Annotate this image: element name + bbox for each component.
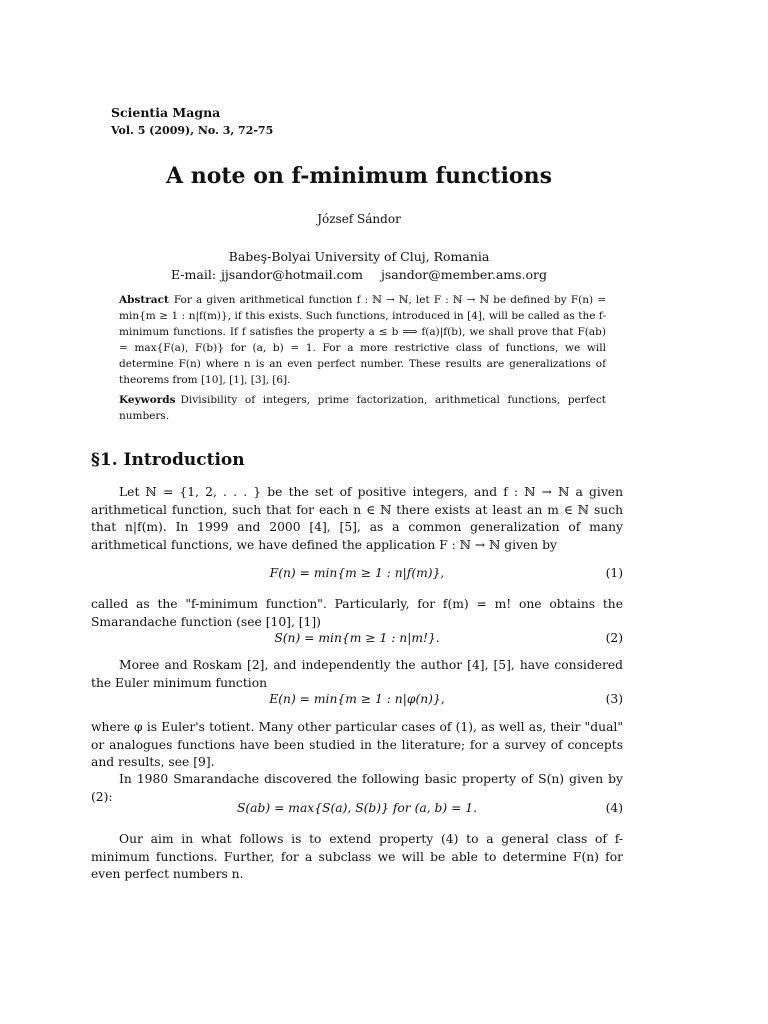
intro-paragraph-6: Our aim in what follows is to extend property (4) to a general class of f-minimum functions. Further, for a subclass we will be able to determine F(n) for even perfect numbers n. (91, 832, 623, 881)
intro-paragraph-5: In 1980 Smarandache discovered the following basic property of S(n) given by (2): (91, 772, 623, 804)
author-email (0, 267, 718, 282)
keywords (119, 392, 606, 424)
equation-1 (91, 566, 623, 584)
paper-title: A note on f-minimum functions (166, 163, 552, 189)
equation-3-number: (3) (605, 692, 623, 706)
email-label: E-mail: (170, 267, 217, 282)
equation-4-number: (4) (605, 801, 623, 815)
equation-1-number: (1) (605, 566, 623, 580)
equation-2-formula: S(n) = min{m ≥ 1 : n|m!}. (274, 631, 440, 645)
abstract-text: For a given arithmetical function f : ℕ → ℕ, let F : ℕ → ℕ be defined by F(n) = min{m ≥ 1 : n|f(m)}, if this exists. Such functions, introduced in [4], will be called as the f-minimum functions. If f satisfies the property a ≤ b ⟹ f(a)|f(b), we shall prove that F(ab) = max{F(a), F(b)} for (a, b) = 1. For a more restrictive class of functions, we will determine F(n) where n is an even perfect number. These results are generalizations of theorems from [10], [1], [3], [6]. (119, 294, 606, 386)
email-first[interactable]: jjsandor@hotmail.com (221, 267, 363, 282)
intro-paragraph-1: Let ℕ = {1, 2, . . . } be the set of positive integers, and f : ℕ → ℕ a given arithmetical function, such that for each n ∈ ℕ there exists at least an m ∈ ℕ such that n|f(m). In 1999 and 2000 [4], [5], as a common generalization of many arithmetical functions, we have defined the application F : ℕ → ℕ given by (91, 485, 623, 552)
keywords-text: Divisibility of integers, prime factorization, arithmetical functions, perfect numbers. (119, 394, 606, 422)
abstract-label: Abstract (119, 294, 169, 306)
keywords-label: Keywords (119, 394, 176, 406)
intro-paragraph-4: where φ is Euler's totient. Many other particular cases of (1), as well as, their "dual" or analogues functions have been studied in the literature; for a survey of concepts and results, see [9]. (91, 720, 623, 769)
journal-name: Scientia Magna (111, 105, 221, 120)
intro-paragraph-2: called as the "f-minimum function". Particularly, for f(m) = m! one obtains the Smarandache function (see [10], [1]) (91, 597, 623, 629)
author-affiliation: Babeş-Bolyai University of Cluj, Romania (228, 249, 490, 264)
equation-3-formula: E(n) = min{m ≥ 1 : n|φ(n)}, (269, 692, 445, 706)
section-heading: §1. Introduction (91, 450, 245, 470)
equation-2 (91, 631, 623, 649)
intro-paragraph-3: Moree and Roskam [2], and independently the author [4], [5], have considered the Euler minimum function (91, 658, 623, 690)
equation-4-formula: S(ab) = max{S(a), S(b)} for (a, b) = 1. (236, 801, 478, 815)
equation-3 (91, 692, 623, 710)
email-second[interactable]: jsandor@member.ams.org (380, 267, 548, 282)
author-name: József Sándor (317, 212, 401, 226)
abstract (119, 292, 606, 388)
equation-4 (91, 801, 623, 819)
journal-volume: Vol. 5 (2009), No. 3, 72-75 (111, 124, 274, 137)
equation-1-formula: F(n) = min{m ≥ 1 : n|f(m)}, (269, 566, 445, 580)
equation-2-number: (2) (605, 631, 623, 645)
